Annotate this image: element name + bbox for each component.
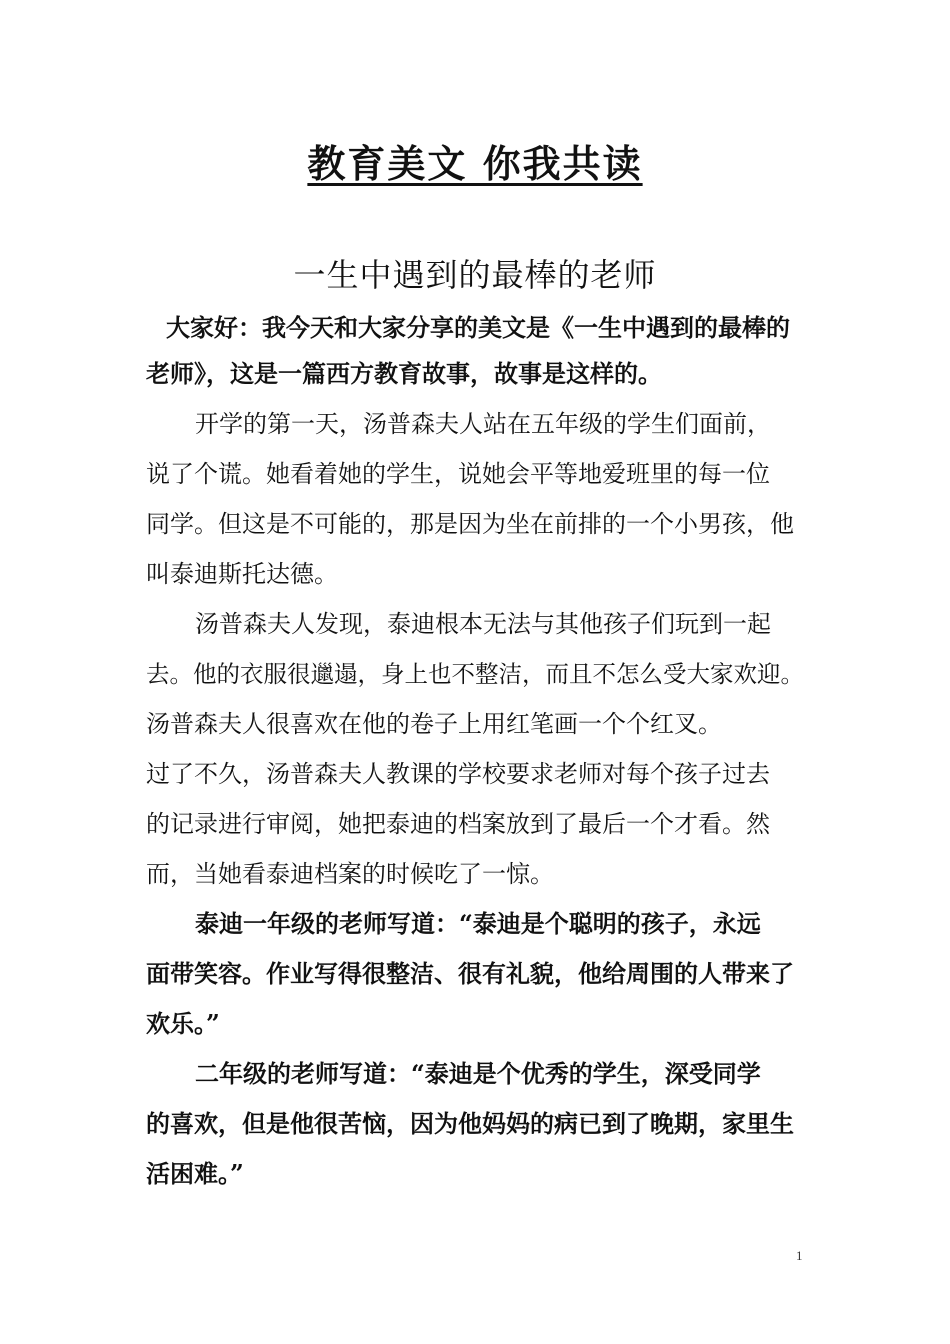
text-line: 面带笑容。作业写得很整洁、很有礼貌，他给周围的人带来了 bbox=[146, 959, 794, 988]
text-line: 汤普森夫人很喜欢在他的卷子上用红笔画一个个红叉。 bbox=[146, 710, 722, 738]
text-line: 二年级的老师写道：“泰迪是个优秀的学生，深受同学 bbox=[195, 1059, 761, 1088]
text-line: 汤普森夫人发现，泰迪根本无法与其他孩子们玩到一起 bbox=[195, 610, 771, 638]
text-line: 说了个谎。她看着她的学生，说她会平等地爱班里的每一位 bbox=[146, 460, 770, 488]
text-line: 活困难。” bbox=[146, 1159, 244, 1188]
text-line: 过了不久，汤普森夫人教课的学校要求老师对每个孩子过去 bbox=[146, 760, 770, 788]
text-line: 叫泰迪斯托达德。 bbox=[146, 560, 338, 588]
page-number: 1 bbox=[796, 1248, 803, 1263]
text-line: 开学的第一天，汤普森夫人站在五年级的学生们面前， bbox=[195, 410, 771, 438]
text-line: 老师》，这是一篇西方教育故事，故事是这样的。 bbox=[146, 359, 662, 388]
text-line: 的记录进行审阅，她把泰迪的档案放到了最后一个才看。然 bbox=[146, 810, 770, 838]
text-line: 泰迪一年级的老师写道：“泰迪是个聪明的孩子，永远 bbox=[195, 909, 761, 938]
text-line: 而，当她看泰迪档案的时候吃了一惊。 bbox=[146, 860, 554, 888]
text-line: 大家好：我今天和大家分享的美文是《一生中遇到的最棒的 bbox=[166, 313, 790, 342]
text-line: 欢乐。” bbox=[146, 1009, 220, 1038]
article-title: 一生中遇到的最棒的老师 bbox=[293, 256, 657, 294]
text-line: 去。他的衣服很邋遢，身上也不整洁，而且不怎么受大家欢迎。 bbox=[146, 660, 804, 688]
text-line: 同学。但这是不可能的，那是因为坐在前排的一个小男孩，他 bbox=[146, 510, 794, 538]
main-title: 教育美文 你我共读 bbox=[307, 141, 643, 186]
text-line: 的喜欢，但是他很苦恼，因为他妈妈的病已到了晚期，家里生 bbox=[146, 1109, 794, 1138]
